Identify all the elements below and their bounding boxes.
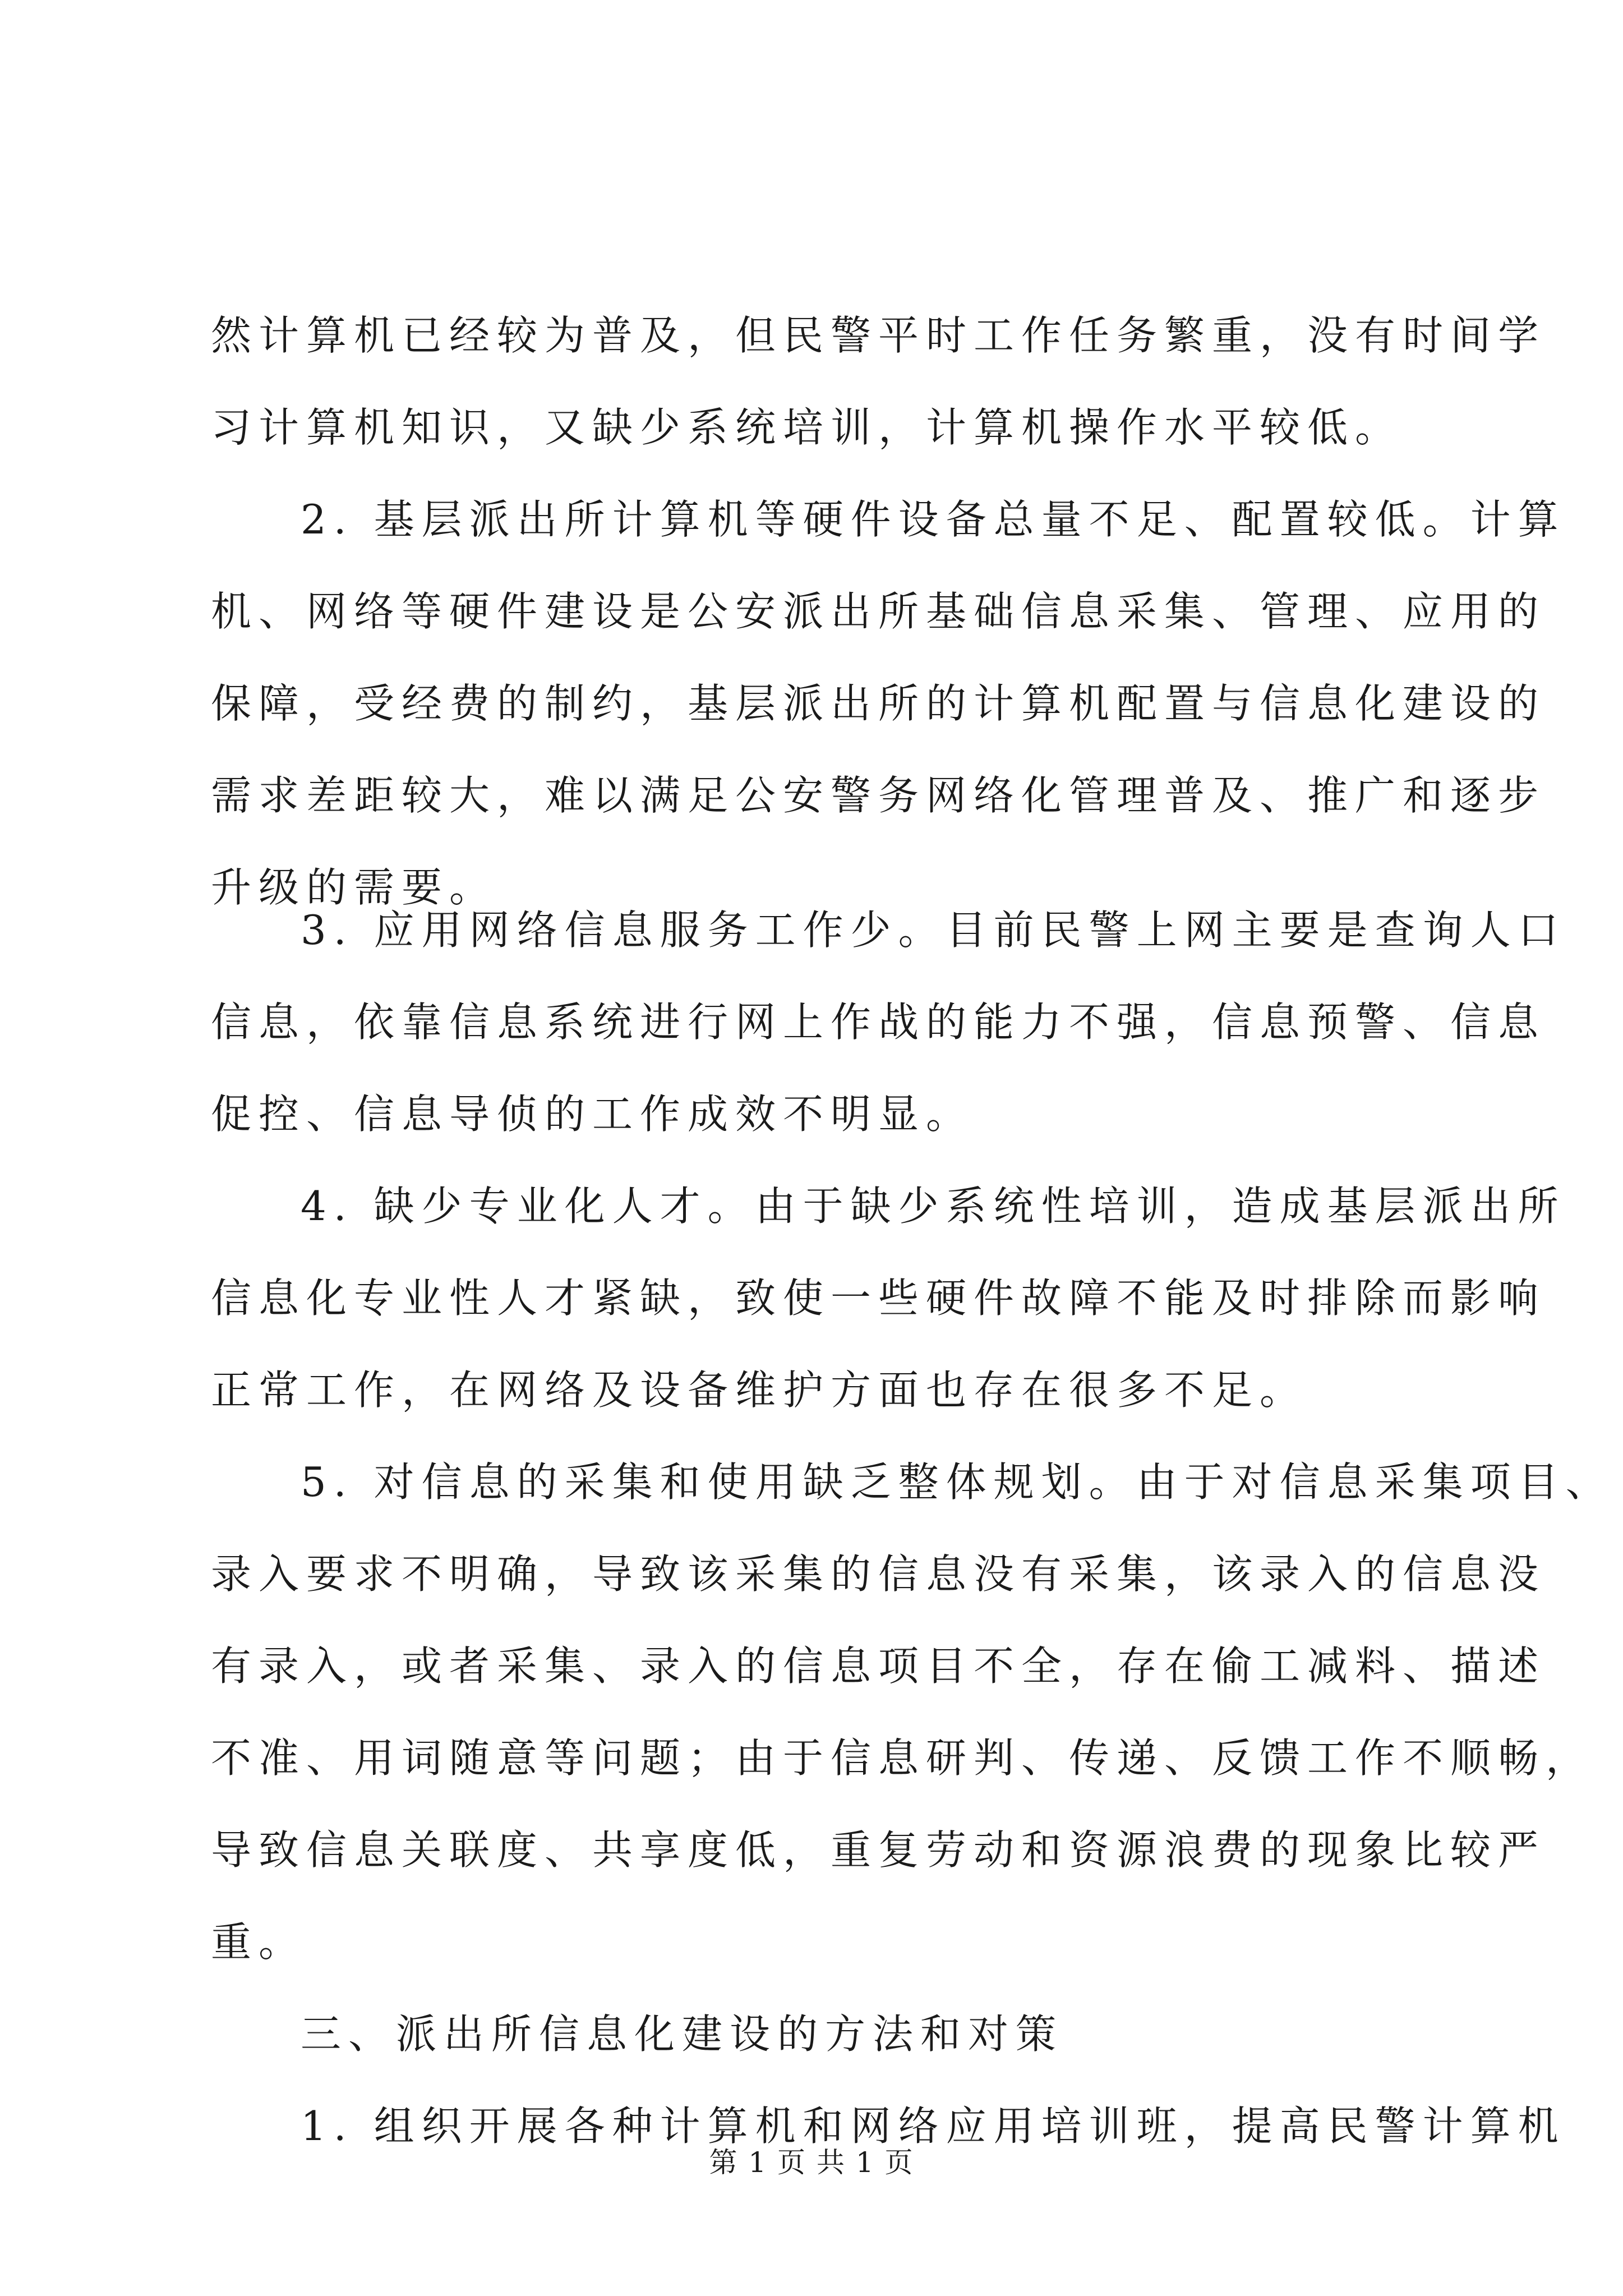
text-line: 有录入，或者采集、录入的信息项目不全，存在偷工减料、描述: [211, 1642, 1546, 1690]
paragraph-4-line: 4. 缺少专业化人才。由于缺少系统性培训，造成基层派出所: [301, 1182, 1566, 1230]
paragraph-3-line: 3. 应用网络信息服务工作少。目前民警上网主要是查询人口: [301, 907, 1566, 954]
text-line: 导致信息关联度、共享度低，重复劳动和资源浪费的现象比较严: [211, 1826, 1546, 1874]
page-footer: 第 1 页 共 1 页: [709, 2146, 914, 2179]
text-line: 不准、用词随意等问题；由于信息研判、传递、反馈工作不顺畅，: [211, 1734, 1594, 1782]
text-line: 然计算机已经较为普及，但民警平时工作任务繁重，没有时间学: [211, 312, 1546, 359]
text-line: 重。: [211, 1918, 307, 1966]
text-line: 正常工作，在网络及设备维护方面也存在很多不足。: [211, 1366, 1308, 1414]
text-line: 升级的需要。: [211, 864, 497, 911]
text-line: 录入要求不明确，导致该采集的信息没有采集，该录入的信息没: [211, 1550, 1546, 1598]
paragraph-6-line: 1. 组织开展各种计算机和网络应用培训班，提高民警计算机: [301, 2102, 1566, 2150]
paragraph-5-line: 5. 对信息的采集和使用缺乏整体规划。由于对信息采集项目、: [301, 1458, 1613, 1506]
text-line: 信息化专业性人才紧缺，致使一些硬件故障不能及时排除而影响: [211, 1274, 1546, 1322]
paragraph-2-line: 2. 基层派出所计算机等硬件设备总量不足、配置较低。计算: [301, 496, 1566, 543]
text-line: 习计算机知识，又缺少系统培训，计算机操作水平较低。: [211, 404, 1403, 451]
text-line: 促控、信息导侦的工作成效不明显。: [211, 1091, 974, 1138]
text-line: 信息，依靠信息系统进行网上作战的能力不强，信息预警、信息: [211, 999, 1546, 1046]
text-line: 需求差距较大，难以满足公安警务网络化管理普及、推广和逐步: [211, 772, 1546, 819]
section-heading: 三、派出所信息化建设的方法和对策: [301, 2010, 1064, 2058]
text-line: 保障，受经费的制约，基层派出所的计算机配置与信息化建设的: [211, 680, 1546, 727]
text-line: 机、网络等硬件建设是公安派出所基础信息采集、管理、应用的: [211, 588, 1546, 635]
